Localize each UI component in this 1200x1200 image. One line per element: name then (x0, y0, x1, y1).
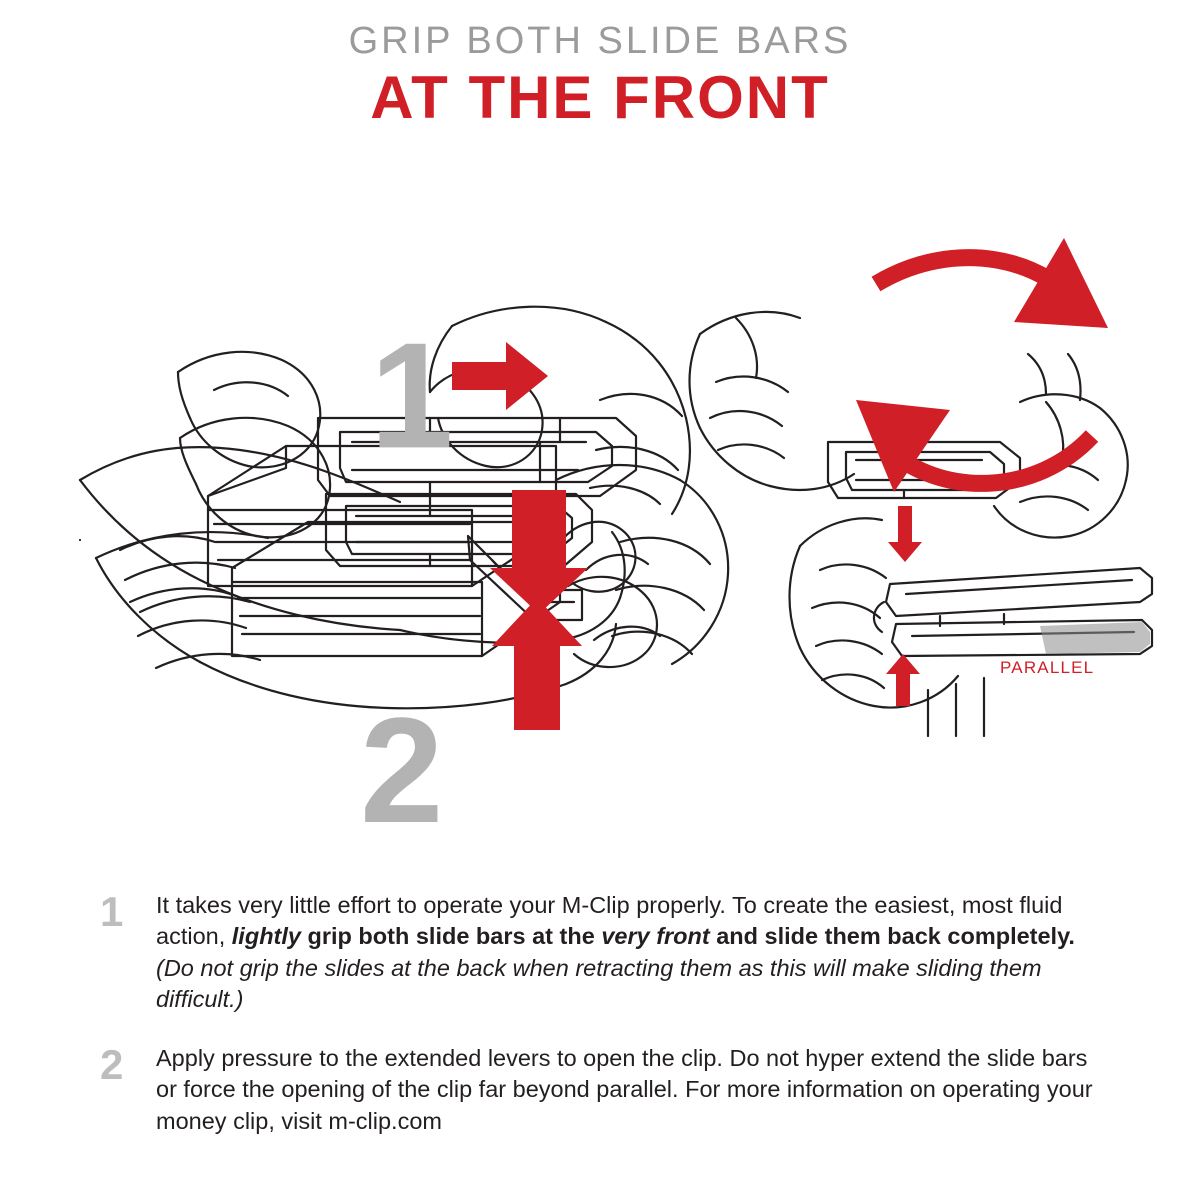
instruction-part: very front (601, 923, 710, 950)
instruction-part: grip both slide bars at the (300, 923, 602, 950)
step-number-2: 2 (360, 686, 444, 854)
instruction-text (156, 1043, 1110, 1137)
arrow-press-down (490, 490, 588, 614)
instruction-part: lightly (231, 923, 301, 950)
parallel-shading (1040, 622, 1150, 654)
illustration-svg (0, 150, 1200, 880)
instructions-list (100, 890, 1110, 1165)
instruction-part: (Do not grip the slides at the back when retracting them as this will make sliding them difficult.) (156, 954, 1042, 1012)
instruction-part: and slide them back completely. (709, 923, 1075, 950)
step-number-1: 1 (370, 311, 454, 479)
instruction-item (100, 890, 1110, 1015)
instruction-text (156, 890, 1110, 1015)
instruction-number: 2 (100, 1041, 124, 1088)
parallel-label: PARALLEL (1000, 658, 1095, 677)
header (0, 22, 1200, 129)
arrow-press-up (492, 598, 582, 730)
title-top: GRIP BOTH SLIDE BARS (348, 20, 852, 62)
instruction-number: 1 (100, 888, 124, 935)
illustration-area (0, 150, 1200, 880)
arrow-small-down (888, 506, 922, 562)
title-main: AT THE FRONT (370, 63, 830, 131)
instruction-part: Apply pressure to the extended levers to open the clip. Do not hyper extend the slide bars or force the opening of the clip far beyond parallel. For more information on operating your money clip, visit m-clip.com (156, 1045, 1093, 1134)
arrow-slide-right (452, 342, 548, 410)
instruction-part: It takes very little effort to operate your M-Clip properly. To create the easiest, most fluid action, (156, 892, 1063, 950)
arrow-small-up (886, 654, 920, 706)
instruction-item (100, 1043, 1110, 1137)
